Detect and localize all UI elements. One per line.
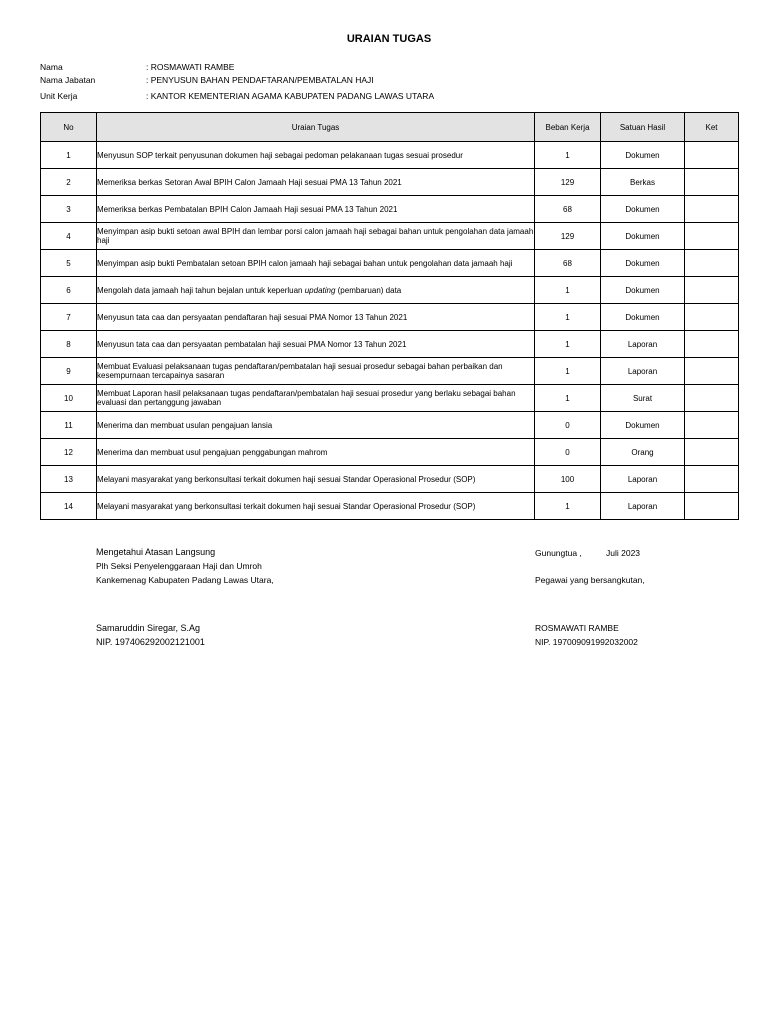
approver-nip: NIP. 197406292002121001: [96, 637, 205, 647]
output-unit: Laporan: [601, 331, 685, 358]
workload-value: 1: [535, 277, 601, 304]
workload-value: 1: [535, 358, 601, 385]
row-number: 9: [41, 358, 97, 385]
table-row: [41, 223, 739, 250]
table-header-row: [41, 113, 739, 142]
remarks: [685, 304, 739, 331]
task-text-italic: updating: [304, 285, 336, 295]
header-uraian-tugas: Uraian Tugas: [97, 113, 535, 142]
info-label: Unit Kerja: [40, 91, 78, 101]
output-unit: Laporan: [601, 493, 685, 520]
remarks: [685, 358, 739, 385]
table-row: [41, 250, 739, 277]
task-description: [97, 277, 535, 304]
approver-name: Samaruddin Siregar, S.Ag: [96, 623, 201, 633]
task-text: Melayani masyarakat yang berkonsultasi terkait dokumen haji sesuai Standar Operasional Prosedur (SOP): [97, 501, 476, 511]
remarks: [685, 223, 739, 250]
task-text: Menerima dan membuat usul pengajuan penggabungan mahrom: [97, 447, 328, 457]
remarks: [685, 385, 739, 412]
task-description: [97, 412, 535, 439]
output-unit: Laporan: [601, 358, 685, 385]
remarks: [685, 277, 739, 304]
row-number: 6: [41, 277, 97, 304]
approver-heading: Mengetahui Atasan Langsung: [96, 547, 216, 557]
row-number: 4: [41, 223, 97, 250]
approver-office: Kankemenag Kabupaten Padang Lawas Utara,: [96, 575, 274, 585]
document-title: URAIAN TUGAS: [346, 33, 432, 45]
task-text: Memeriksa berkas Setoran Awal BPIH Calon Jamaah Haji sesuai PMA 13 Tahun 2021: [97, 177, 402, 187]
workload-value: 129: [535, 169, 601, 196]
row-number: 10: [41, 385, 97, 412]
task-text: Mengolah data jamaah haji tahun bejalan untuk keperluan: [97, 285, 305, 295]
row-number: 13: [41, 466, 97, 493]
table-row: [41, 385, 739, 412]
info-label: Nama: [40, 62, 63, 72]
row-number: 5: [41, 250, 97, 277]
workload-value: 0: [535, 439, 601, 466]
task-description: [97, 466, 535, 493]
workload-value: 0: [535, 412, 601, 439]
task-text: Menyimpan asip bukti setoan awal BPIH dan lembar porsi calon jamaah haji sebagai bahan untuk pengolahan data jamaah haji: [97, 227, 534, 245]
task-description: [97, 439, 535, 466]
workload-value: 1: [535, 385, 601, 412]
workload-value: 68: [535, 250, 601, 277]
output-unit: Berkas: [601, 169, 685, 196]
workload-value: 1: [535, 331, 601, 358]
table-row: [41, 412, 739, 439]
task-text: Menyimpan asip bukti Pembatalan setoan BPIH calon jamaah haji sebagai bahan untuk pengolahan data jamaah haji: [97, 258, 513, 268]
signing-place: Gunungtua ,: [535, 548, 582, 558]
remarks: [685, 196, 739, 223]
task-description: [97, 196, 535, 223]
header-ket: Ket: [685, 113, 739, 142]
workload-value: 1: [535, 142, 601, 169]
task-description: [97, 331, 535, 358]
output-unit: Dokumen: [601, 304, 685, 331]
table-row: [41, 196, 739, 223]
task-text: Menyusun SOP terkait penyusunan dokumen haji sebagai pedoman pelakanaan tugas sesuai prosedur: [97, 150, 463, 160]
task-text: Menyusun tata caa dan persyaatan pembatalan haji sesuai PMA Nomor 13 Tahun 2021: [97, 339, 407, 349]
row-number: 3: [41, 196, 97, 223]
table-row: [41, 358, 739, 385]
employee-caption: Pegawai yang bersangkutan,: [535, 575, 645, 585]
table-row: [41, 493, 739, 520]
task-description: [97, 304, 535, 331]
row-number: 1: [41, 142, 97, 169]
table-row: [41, 331, 739, 358]
task-text: Melayani masyarakat yang berkonsultasi terkait dokumen haji sesuai Standar Operasional Prosedur (SOP): [97, 474, 476, 484]
output-unit: Laporan: [601, 466, 685, 493]
task-description: [97, 169, 535, 196]
task-description: [97, 493, 535, 520]
task-text: Membuat Laporan hasil pelaksanaan tugas pendaftaran/pembatalan haji sesuai prosedur yang berlaku sebagai bahan evaluasi dan pertanggung jawaban: [97, 389, 516, 407]
output-unit: Dokumen: [601, 412, 685, 439]
info-value: : PENYUSUN BAHAN PENDAFTARAN/PEMBATALAN HAJI: [146, 75, 374, 85]
info-value: : ROSMAWATI RAMBE: [146, 62, 235, 72]
row-number: 14: [41, 493, 97, 520]
employee-name: ROSMAWATI RAMBE: [535, 623, 619, 633]
remarks: [685, 466, 739, 493]
remarks: [685, 250, 739, 277]
table-row: [41, 142, 739, 169]
row-number: 8: [41, 331, 97, 358]
approver-position: Plh Seksi Penyelenggaraan Haji dan Umroh: [96, 561, 262, 571]
remarks: [685, 142, 739, 169]
task-description: [97, 358, 535, 385]
info-label: Nama Jabatan: [40, 75, 96, 85]
remarks: [685, 493, 739, 520]
table-row: [41, 439, 739, 466]
workload-value: 1: [535, 304, 601, 331]
task-text: Membuat Evaluasi pelaksanaan tugas pendaftaran/pembatalan haji sesuai prosedur sebagai bahan perbaikan dan kesempurnaan tercapainya sasaran: [97, 362, 503, 380]
output-unit: Dokumen: [601, 277, 685, 304]
header-no: No: [41, 113, 97, 142]
table-row: [41, 304, 739, 331]
task-text: Memeriksa berkas Pembatalan BPIH Calon Jamaah Haji sesuai PMA 13 Tahun 2021: [97, 204, 398, 214]
task-description: [97, 385, 535, 412]
remarks: [685, 331, 739, 358]
task-description: [97, 250, 535, 277]
workload-value: 1: [535, 493, 601, 520]
row-number: 11: [41, 412, 97, 439]
table-row: [41, 277, 739, 304]
table-row: [41, 169, 739, 196]
signing-date: Juli 2023: [606, 548, 641, 558]
remarks: [685, 412, 739, 439]
info-value: : KANTOR KEMENTERIAN AGAMA KABUPATEN PADANG LAWAS UTARA: [146, 91, 435, 101]
remarks: [685, 439, 739, 466]
row-number: 12: [41, 439, 97, 466]
output-unit: Surat: [601, 385, 685, 412]
row-number: 2: [41, 169, 97, 196]
output-unit: Dokumen: [601, 223, 685, 250]
remarks: [685, 169, 739, 196]
employee-nip: NIP. 197009091992032002: [535, 637, 638, 647]
task-text: Menerima dan membuat usulan pengajuan lansia: [97, 420, 273, 430]
task-table: [40, 112, 739, 520]
task-description: [97, 142, 535, 169]
header-beban-kerja: Beban Kerja: [535, 113, 601, 142]
output-unit: Dokumen: [601, 196, 685, 223]
output-unit: Orang: [601, 439, 685, 466]
header-satuan-hasil: Satuan Hasil: [601, 113, 685, 142]
task-text: (pembaruan) data: [335, 285, 402, 295]
output-unit: Dokumen: [601, 142, 685, 169]
workload-value: 100: [535, 466, 601, 493]
task-text: Menyusun tata caa dan persyaatan pendaftaran haji sesuai PMA Nomor 13 Tahun 2021: [97, 312, 408, 322]
workload-value: 129: [535, 223, 601, 250]
output-unit: Dokumen: [601, 250, 685, 277]
task-description: [97, 223, 535, 250]
workload-value: 68: [535, 196, 601, 223]
table-row: [41, 466, 739, 493]
row-number: 7: [41, 304, 97, 331]
